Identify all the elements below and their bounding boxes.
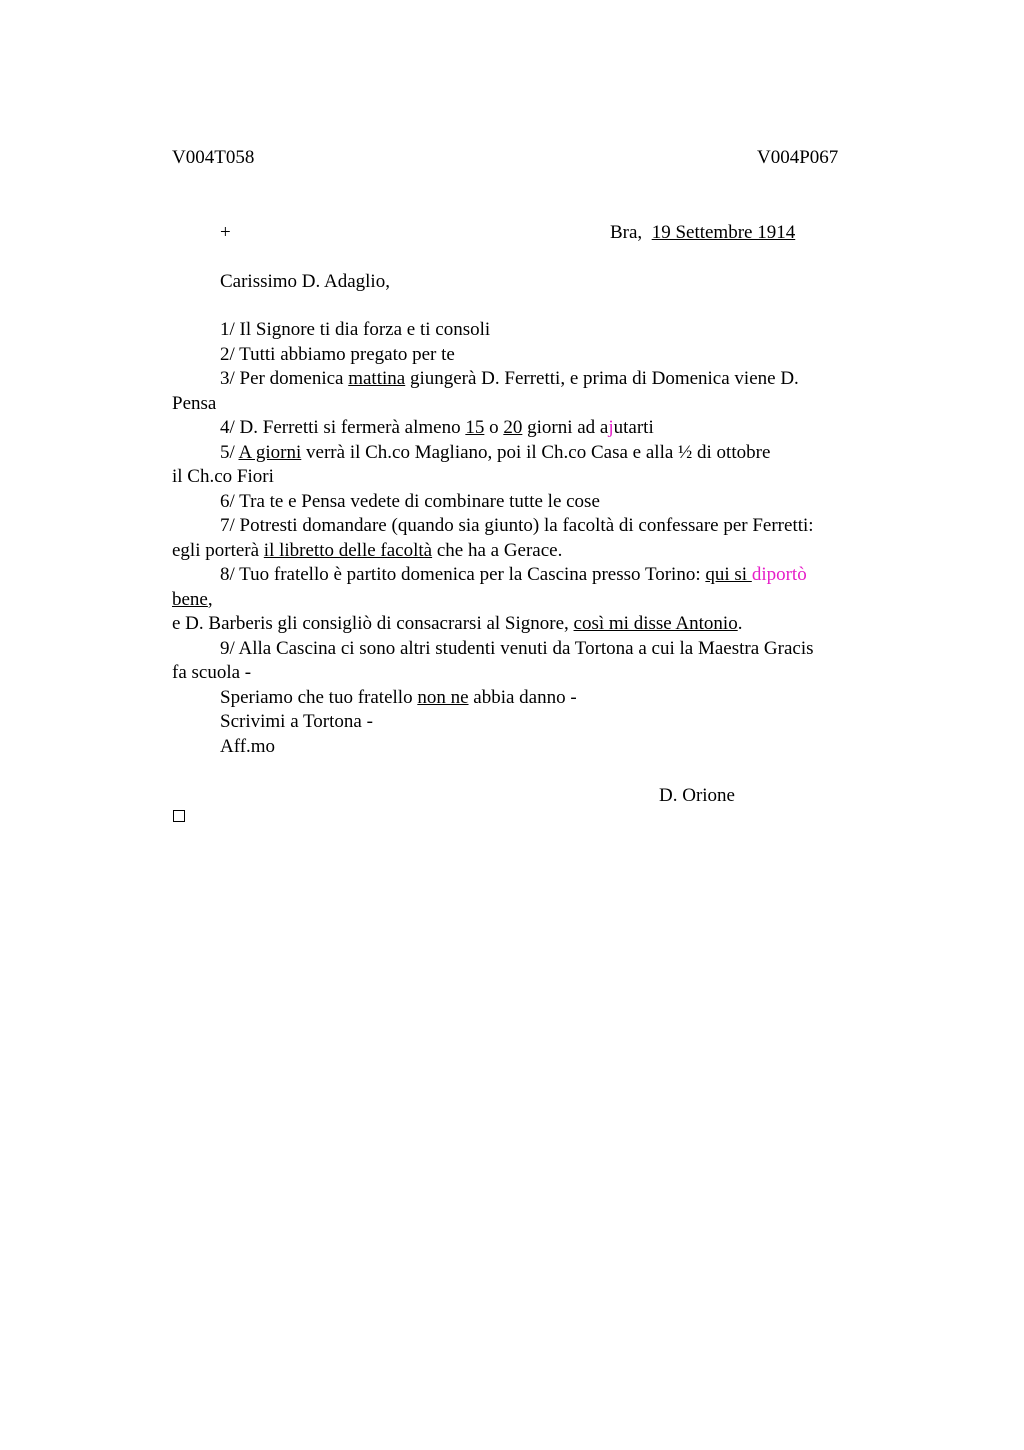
line-3 bbox=[220, 367, 799, 391]
underlined-text: mattina bbox=[348, 368, 406, 389]
text: 4/ D. Ferretti si fermerà almeno bbox=[220, 417, 466, 438]
line-8 bbox=[220, 563, 807, 587]
text: o bbox=[484, 417, 504, 438]
signature: D. Orione bbox=[659, 785, 735, 806]
highlighted-text: j bbox=[608, 417, 614, 438]
line-1: 1/ Il Signore ti dia forza e ti consoli bbox=[220, 319, 491, 340]
text: giorni ad a bbox=[522, 417, 609, 438]
paragraph-write: Scrivimi a Tortona - bbox=[220, 711, 373, 732]
date: 19 Settembre 1914 bbox=[651, 222, 796, 243]
cross-symbol: + bbox=[220, 222, 231, 243]
line-7-cont bbox=[172, 539, 562, 563]
underlined-text: 15 bbox=[465, 417, 485, 438]
line-6: 6/ Tra te e Pensa vedete di combinare tutte le cose bbox=[220, 491, 600, 512]
end-square-icon bbox=[173, 810, 185, 822]
text: 8/ Tuo fratello è partito domenica per la Cascina presso Torino: bbox=[220, 564, 706, 585]
line-2: 2/ Tutti abbiamo pregato per te bbox=[220, 344, 455, 365]
text: e D. Barberis gli consigliò di consacrarsi al Signore, bbox=[172, 613, 574, 634]
line-9-cont: fa scuola - bbox=[172, 662, 252, 683]
line-8-cont bbox=[172, 588, 213, 612]
text: 3/ Per domenica bbox=[220, 368, 349, 389]
line-4 bbox=[220, 416, 654, 440]
underlined-text: 20 bbox=[503, 417, 523, 438]
closing: Aff.mo bbox=[220, 736, 276, 757]
text: 5/ bbox=[220, 442, 239, 463]
document-code-left: V004T058 bbox=[172, 147, 255, 168]
underlined-text: così mi disse Antonio bbox=[573, 613, 738, 634]
line-7: 7/ Potresti domandare (quando sia giunto) la facoltà di confessare per Ferretti: bbox=[220, 515, 814, 536]
text: . bbox=[737, 613, 743, 634]
line-5-cont: il Ch.co Fiori bbox=[172, 466, 274, 487]
underlined-text: A giorni bbox=[238, 442, 302, 463]
underlined-text: qui si bbox=[705, 564, 752, 585]
line-3-cont: Pensa bbox=[172, 393, 217, 414]
text: egli porterà bbox=[172, 540, 264, 561]
text: Speriamo che tuo fratello bbox=[220, 687, 418, 708]
underlined-text: il libretto delle facoltà bbox=[263, 540, 433, 561]
underlined-text: bene bbox=[172, 589, 208, 610]
text: verrà il Ch.co Magliano, poi il Ch.co Casa e alla ½ di ottobre bbox=[301, 442, 771, 463]
underlined-text: non ne bbox=[417, 687, 469, 708]
text: giungerà D. Ferretti, e prima di Domenica viene D. bbox=[405, 368, 799, 389]
text: abbia danno - bbox=[468, 687, 577, 708]
line-8-cont-2 bbox=[172, 612, 742, 636]
highlighted-text: diportò bbox=[751, 564, 807, 585]
line-5 bbox=[220, 441, 770, 465]
text: che ha a Gerace. bbox=[432, 540, 563, 561]
place: Bra, bbox=[610, 222, 643, 243]
text: , bbox=[207, 589, 213, 610]
paragraph-hope bbox=[220, 686, 577, 710]
line-9: 9/ Alla Cascina ci sono altri studenti venuti da Tortona a cui la Maestra Gracis bbox=[220, 638, 814, 659]
salutation: Carissimo D. Adaglio, bbox=[220, 271, 390, 292]
place-date bbox=[610, 221, 795, 245]
text: utarti bbox=[613, 417, 654, 438]
document-code-right: V004P067 bbox=[757, 147, 839, 168]
